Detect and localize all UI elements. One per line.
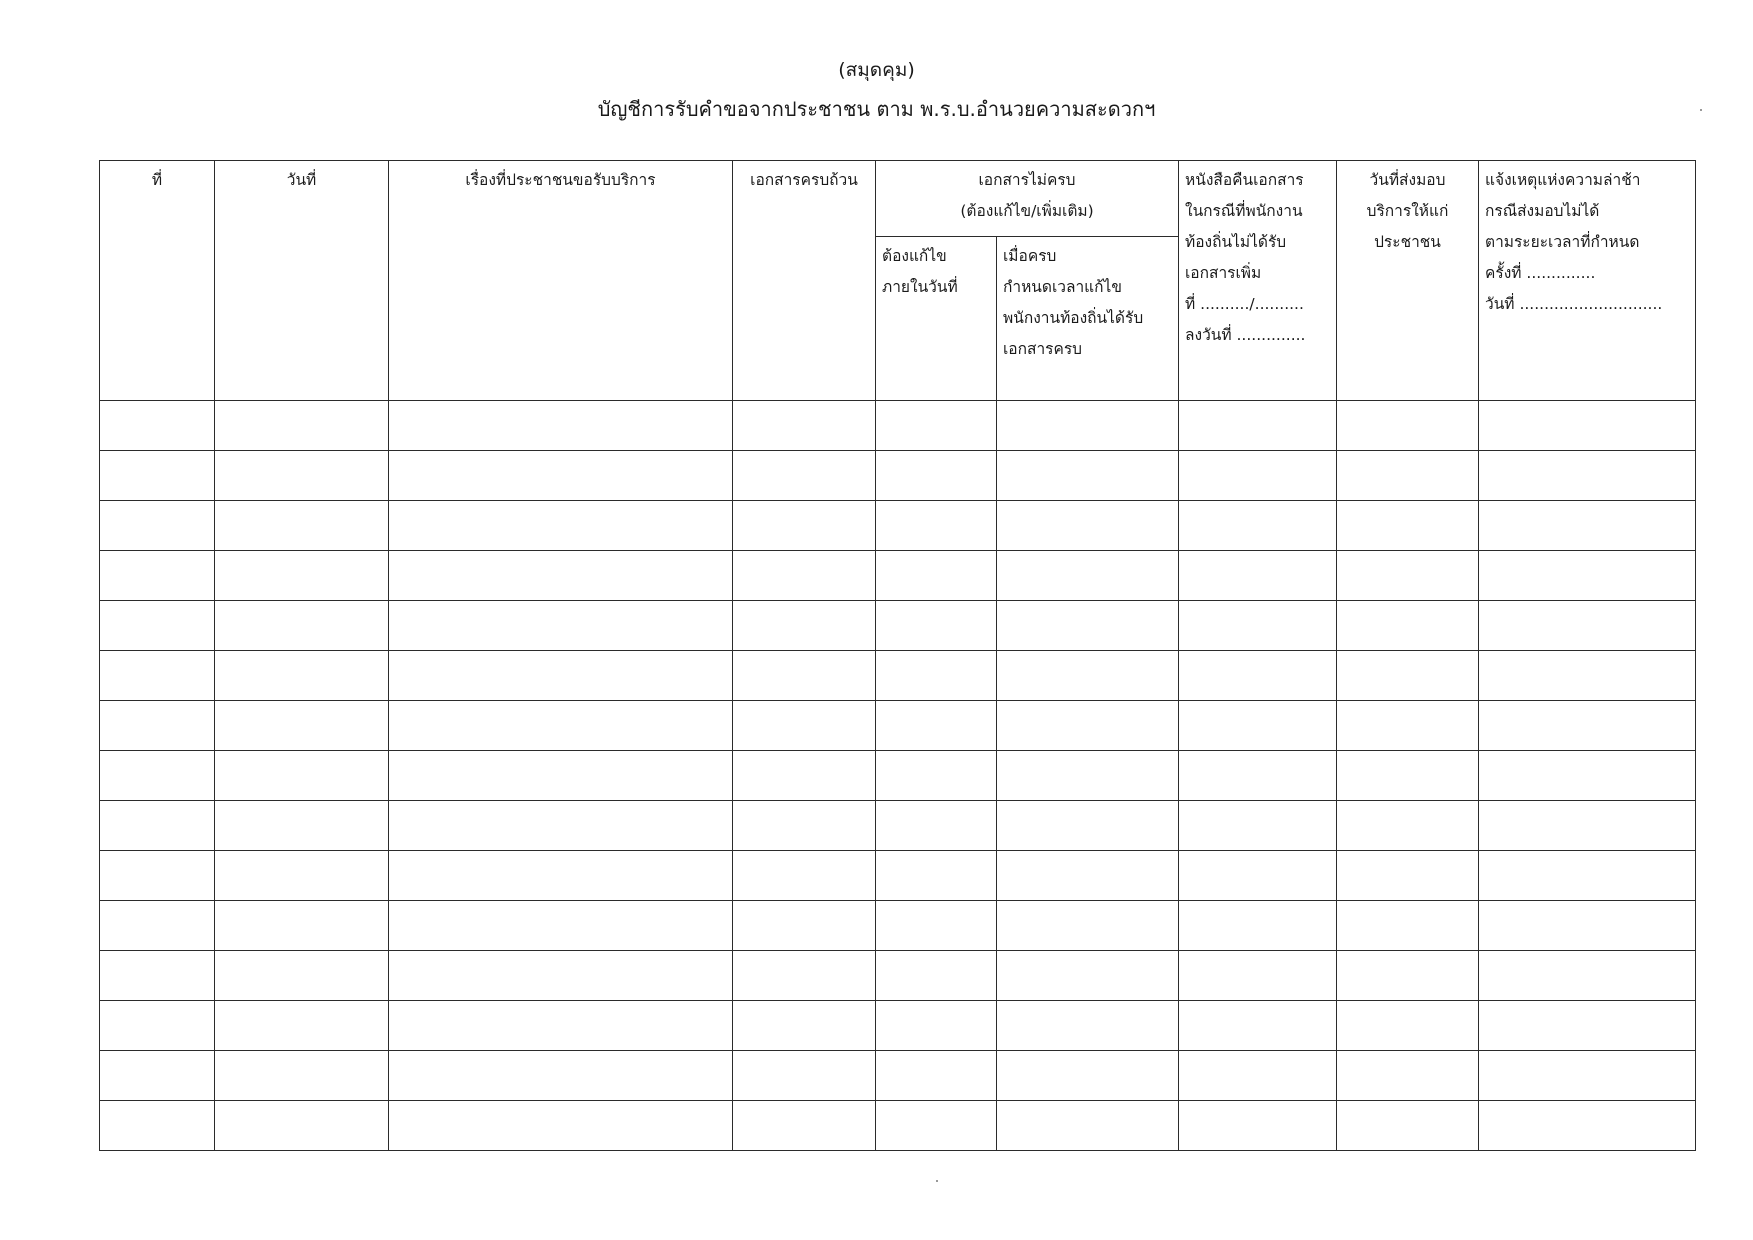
table-cell [389, 551, 733, 601]
table-cell [215, 901, 389, 951]
header-incomplete-docs [876, 161, 1179, 237]
table-cell [1337, 801, 1479, 851]
document-subtitle: (สมุดคุม) [838, 59, 915, 81]
document-title: บัญชีการรับคำขอจากประชาชน ตาม พ.ร.บ.อำนวยความสะดวกฯ [597, 97, 1156, 121]
table-cell [1179, 451, 1337, 501]
table-cell [1179, 551, 1337, 601]
table-cell [876, 751, 997, 801]
header-no: ที่ [100, 161, 215, 401]
table-cell [876, 901, 997, 951]
table-cell [1179, 501, 1337, 551]
table-cell [215, 1101, 389, 1151]
table-cell [1337, 1051, 1479, 1101]
table-cell [389, 601, 733, 651]
header-delivery-date [1337, 161, 1479, 401]
table-cell [997, 751, 1179, 801]
header-delay-line: วันที่ ............................. [1485, 295, 1663, 313]
table-cell [1179, 701, 1337, 751]
table-cell [389, 951, 733, 1001]
table-cell [997, 1101, 1179, 1151]
table-cell [876, 451, 997, 501]
table-row [100, 901, 1696, 951]
table-cell [876, 951, 997, 1001]
table-cell [733, 1101, 876, 1151]
table-header [100, 161, 1696, 401]
table-cell [389, 401, 733, 451]
scan-speck [936, 1180, 938, 1182]
table-cell [997, 1051, 1179, 1101]
table-cell [100, 451, 215, 501]
table-cell [1479, 401, 1696, 451]
table-cell [876, 801, 997, 851]
table-cell [215, 551, 389, 601]
table-cell [215, 801, 389, 851]
table-cell [215, 1001, 389, 1051]
table-cell [733, 501, 876, 551]
table-cell [215, 651, 389, 701]
header-return-line: เอกสารเพิ่ม [1185, 264, 1262, 282]
table-cell [1479, 1001, 1696, 1051]
table-cell [997, 601, 1179, 651]
table-cell [997, 401, 1179, 451]
table-cell [1179, 1001, 1337, 1051]
table-cell [215, 401, 389, 451]
table-cell [1337, 701, 1479, 751]
table-cell [733, 401, 876, 451]
table-cell [1337, 751, 1479, 801]
table-cell [1479, 951, 1696, 1001]
table-row [100, 851, 1696, 901]
table-cell [389, 1101, 733, 1151]
table-cell [876, 651, 997, 701]
table-cell [1179, 951, 1337, 1001]
header-delay-line: ตามระยะเวลาที่กำหนด [1485, 233, 1640, 251]
table-cell [215, 1051, 389, 1101]
header-return-line: ที่ ........../.......... [1185, 295, 1304, 313]
table-cell [1479, 751, 1696, 801]
table-cell [100, 1051, 215, 1101]
table-cell [733, 951, 876, 1001]
table-cell [215, 951, 389, 1001]
table-cell [876, 851, 997, 901]
table-cell [876, 1001, 997, 1051]
header-subject: เรื่องที่ประชาชนขอรับบริการ [389, 161, 733, 401]
table-cell [997, 451, 1179, 501]
header-delivery-line: บริการให้แก่ [1366, 202, 1449, 220]
header-delay-line: แจ้งเหตุแห่งความล่าช้า [1485, 171, 1641, 189]
table-row [100, 601, 1696, 651]
header-when-line: กำหนดเวลาแก้ไข [1003, 278, 1122, 296]
table-cell [1479, 801, 1696, 851]
table-cell [100, 751, 215, 801]
table-cell [876, 1051, 997, 1101]
table-cell [997, 851, 1179, 901]
table-cell [997, 551, 1179, 601]
table-cell [733, 801, 876, 851]
table-cell [876, 401, 997, 451]
table-row [100, 651, 1696, 701]
table-cell [997, 651, 1179, 701]
table-cell [215, 501, 389, 551]
header-complete-docs: เอกสารครบถ้วน [733, 161, 876, 401]
table-cell [997, 501, 1179, 551]
header-return-line: หนังสือคืนเอกสาร [1185, 171, 1304, 189]
table-cell [997, 1001, 1179, 1051]
table-cell [1179, 801, 1337, 851]
table-cell [1179, 401, 1337, 451]
header-fix-line: ภายในวันที่ [882, 278, 958, 296]
table-cell [733, 901, 876, 951]
table-cell [1479, 501, 1696, 551]
table-cell [876, 551, 997, 601]
table-cell [100, 801, 215, 851]
table-cell [100, 701, 215, 751]
table-cell [1337, 901, 1479, 951]
header-return-line: ท้องถิ่นไม่ได้รับ [1185, 233, 1287, 251]
table-cell [100, 951, 215, 1001]
table-cell [997, 901, 1179, 951]
table-cell [100, 551, 215, 601]
table-cell [733, 651, 876, 701]
table-row [100, 501, 1696, 551]
table-cell [389, 451, 733, 501]
table-cell [1337, 851, 1479, 901]
table-cell [1337, 551, 1479, 601]
header-delay-line: กรณีส่งมอบไม่ได้ [1485, 202, 1600, 220]
table-cell [100, 601, 215, 651]
header-incomplete-line: เอกสารไม่ครบ [978, 171, 1076, 189]
table-cell [733, 551, 876, 601]
table-cell [389, 751, 733, 801]
table-cell [733, 751, 876, 801]
table-cell [389, 901, 733, 951]
table-cell [1479, 551, 1696, 601]
table-cell [1337, 501, 1479, 551]
table-cell [389, 1001, 733, 1051]
table-cell [100, 1101, 215, 1151]
table-cell [389, 851, 733, 901]
table-cell [1479, 451, 1696, 501]
table-cell [997, 701, 1179, 751]
table-cell [389, 1051, 733, 1101]
table-row [100, 551, 1696, 601]
header-when-line: พนักงานท้องถิ่นได้รับ [1003, 309, 1144, 327]
table-cell [1337, 651, 1479, 701]
header-delay-notice [1479, 161, 1696, 401]
table-cell [1179, 851, 1337, 901]
table-cell [100, 901, 215, 951]
table-cell [1179, 751, 1337, 801]
header-when-line: เมื่อครบ [1003, 247, 1057, 265]
table-cell [733, 451, 876, 501]
table-row [100, 751, 1696, 801]
table-cell [215, 601, 389, 651]
header-delivery-line: วันที่ส่งมอบ [1369, 171, 1446, 189]
table-cell [1479, 701, 1696, 751]
table-cell [1479, 1101, 1696, 1151]
table-cell [389, 651, 733, 701]
header-fix-within [876, 237, 997, 401]
table-cell [100, 401, 215, 451]
table-cell [1337, 1101, 1479, 1151]
table-cell [733, 851, 876, 901]
header-when-complete [997, 237, 1179, 401]
table-cell [1479, 1051, 1696, 1101]
table-cell [1337, 451, 1479, 501]
table-cell [1479, 651, 1696, 701]
table-cell [215, 701, 389, 751]
scan-speck [1700, 109, 1702, 111]
table-cell [1179, 901, 1337, 951]
table-cell [1337, 951, 1479, 1001]
table-row [100, 451, 1696, 501]
table-cell [1337, 1001, 1479, 1051]
table-cell [876, 1101, 997, 1151]
table-cell [733, 601, 876, 651]
table-row [100, 701, 1696, 751]
table-cell [733, 1001, 876, 1051]
table-row [100, 401, 1696, 451]
table-cell [215, 751, 389, 801]
table-cell [733, 1051, 876, 1101]
table-cell [733, 701, 876, 751]
table-cell [1179, 1051, 1337, 1101]
table-row [100, 1001, 1696, 1051]
header-date: วันที่ [215, 161, 389, 401]
table-cell [389, 801, 733, 851]
table-cell [100, 651, 215, 701]
header-return-line: ลงวันที่ .............. [1185, 326, 1306, 344]
table-cell [997, 801, 1179, 851]
table-cell [215, 851, 389, 901]
header-fix-line: ต้องแก้ไข [882, 247, 947, 265]
table-cell [389, 701, 733, 751]
table-cell [100, 501, 215, 551]
table-cell [876, 601, 997, 651]
table-cell [1337, 601, 1479, 651]
header-return-letter [1179, 161, 1337, 401]
table-cell [1479, 851, 1696, 901]
table-cell [997, 951, 1179, 1001]
table-cell [876, 501, 997, 551]
request-register-table [99, 160, 1696, 1151]
header-delay-line: ครั้งที่ .............. [1485, 264, 1596, 282]
table-row [100, 951, 1696, 1001]
table-cell [100, 1001, 215, 1051]
table-cell [100, 851, 215, 901]
table-cell [215, 451, 389, 501]
header-delivery-line: ประชาชน [1374, 233, 1441, 251]
header-return-line: ในกรณีที่พนักงาน [1185, 202, 1303, 220]
table-row [100, 1101, 1696, 1151]
header-when-line: เอกสารครบ [1003, 340, 1083, 358]
table-body [100, 401, 1696, 1151]
table-row [100, 801, 1696, 851]
table-cell [1179, 651, 1337, 701]
header-incomplete-line: (ต้องแก้ไข/เพิ่มเติม) [960, 202, 1094, 220]
table-cell [1479, 601, 1696, 651]
table-cell [1179, 601, 1337, 651]
table-row [100, 1051, 1696, 1101]
table-cell [1179, 1101, 1337, 1151]
table-cell [1479, 901, 1696, 951]
table-cell [876, 701, 997, 751]
table-cell [389, 501, 733, 551]
table-cell [1337, 401, 1479, 451]
